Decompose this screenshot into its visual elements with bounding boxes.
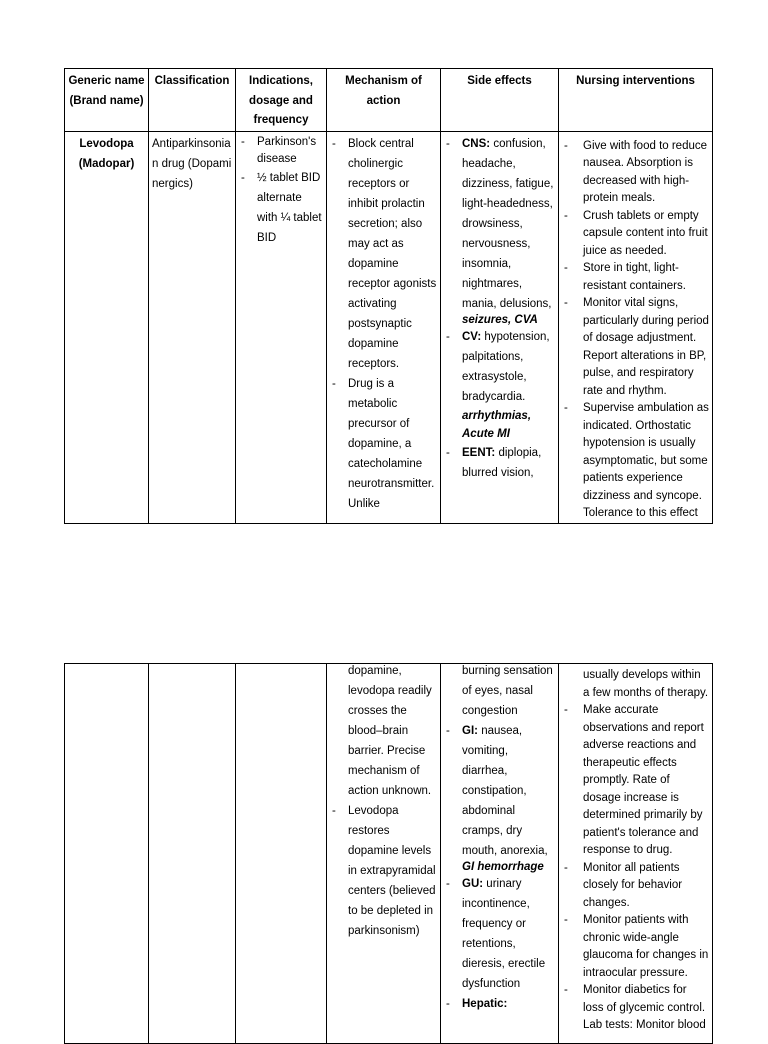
side-effect-text: confusion, headache, dizziness, fatigue, light-headedness, drowsiness, nervousness, insomnia, nightmares, mania, delusions, bbox=[462, 137, 554, 310]
nursing-item: - Crush tablets or empty capsule content into fruit juice as needed. bbox=[562, 208, 709, 261]
drug-row bbox=[65, 131, 713, 523]
indications-cell-empty bbox=[236, 664, 327, 1044]
side-effect-label: CV: bbox=[462, 330, 482, 343]
side-effect-label: EENT: bbox=[462, 446, 496, 459]
side-effect-group bbox=[444, 721, 555, 874]
nursing-item: - Monitor vital signs, particularly during period of dosage adjustment. Report alterations in BP, pulse, and respiratory rate and rhythm. bbox=[562, 295, 709, 400]
side-effect-text: urinary incontinence, frequency or retentions, dieresis, erectile dysfunction bbox=[462, 878, 546, 990]
mechanism-item: - Levodopa restores dopamine levels in extrapyramidal centers (believed to be depleted in parkinsonism) bbox=[330, 801, 437, 941]
header-classification: Classification bbox=[149, 69, 236, 132]
side-effect-group bbox=[444, 994, 555, 1014]
side-effect-group bbox=[444, 874, 555, 994]
brand-name: (Madopar) bbox=[78, 157, 135, 170]
side-effect-label: Hepatic: bbox=[462, 998, 508, 1010]
classification-cell: Antiparkinsonian drug (Dopaminergics) bbox=[149, 131, 236, 523]
nursing-cell bbox=[559, 664, 713, 1044]
mechanism-item: - Block central cholinergic receptors or inhibit prolactin secretion; also may act as dopamine receptor agonists activating postsynaptic dopamine receptors. bbox=[330, 134, 437, 374]
generic-name: Levodopa bbox=[79, 137, 134, 150]
side-effect-text: hypotension, palpitations, extrasystole, bradycardia. bbox=[462, 330, 550, 403]
nursing-item: - Monitor all patients closely for behavior changes. bbox=[562, 860, 709, 913]
side-effect-text: nausea, vomiting, diarrhea, constipation, abdominal cramps, dry mouth, anorexia, bbox=[462, 725, 548, 857]
side-effect-group bbox=[444, 134, 555, 327]
side-effect-emphasis: arrhythmias, Acute MI bbox=[462, 409, 532, 440]
drug-table-page-2 bbox=[64, 663, 713, 1044]
nursing-item: - Store in tight, light-resistant containers. bbox=[562, 260, 709, 295]
side-effect-emphasis: seizures, CVA bbox=[462, 313, 538, 326]
nursing-item: - Monitor diabetics for loss of glycemic control. Lab tests: Monitor blood bbox=[562, 982, 709, 1035]
nursing-cell bbox=[559, 131, 713, 523]
side-effect-emphasis: GI hemorrhage bbox=[462, 861, 544, 873]
generic-name-cell bbox=[65, 131, 149, 523]
header-indications: Indications, dosage and frequency bbox=[236, 69, 327, 132]
header-generic-name: Generic name (Brand name) bbox=[65, 69, 149, 132]
nursing-continued: usually develops within a few months of therapy. bbox=[583, 669, 709, 699]
drug-row-continued bbox=[65, 664, 713, 1044]
mechanism-item: - Drug is a metabolic precursor of dopamine, a catecholamine neurotransmitter. Unlike bbox=[330, 374, 437, 514]
header-mechanism: Mechanism of action bbox=[327, 69, 441, 132]
nursing-item: - Give with food to reduce nausea. Absorption is decreased with high-protein meals. bbox=[562, 138, 709, 208]
side-effect-continued: burning sensation of eyes, nasal congestion bbox=[462, 665, 553, 717]
mechanism-continued: dopamine, levodopa readily crosses the blood–brain barrier. Precise mechanism of action unknown. bbox=[348, 665, 432, 797]
drug-table-page-1 bbox=[64, 68, 713, 524]
mechanism-cell bbox=[327, 664, 441, 1044]
header-row bbox=[65, 69, 713, 132]
nursing-item: - Monitor patients with chronic wide-angle glaucoma for changes in intraocular pressure. bbox=[562, 912, 709, 982]
indications-cell bbox=[236, 131, 327, 523]
side-effect-label: CNS: bbox=[462, 137, 491, 150]
header-nursing: Nursing interventions bbox=[559, 69, 713, 132]
side-effect-label: GI: bbox=[462, 725, 478, 737]
nursing-item: - Supervise ambulation as indicated. Orthostatic hypotension is usually asymptomatic, but some patients experience dizziness and syncope. Tolerance to this effect bbox=[562, 400, 709, 523]
side-effect-label: GU: bbox=[462, 878, 484, 890]
nursing-item: - Make accurate observations and report adverse reactions and therapeutic effects promptly. Rate of dosage increase is determined primarily by patient's tolerance and response to drug. bbox=[562, 702, 709, 860]
indication-item: - Parkinson's disease bbox=[239, 134, 323, 168]
generic-name-cell-empty bbox=[65, 664, 149, 1044]
side-effects-cell bbox=[441, 131, 559, 523]
side-effect-group bbox=[444, 443, 555, 483]
classification-cell-empty bbox=[149, 664, 236, 1044]
indication-item: - ½ tablet BID alternate with ¼ tablet BID bbox=[239, 168, 323, 248]
side-effects-cell bbox=[441, 664, 559, 1044]
side-effect-group bbox=[444, 327, 555, 443]
mechanism-cell bbox=[327, 131, 441, 523]
side-effect-text: diplopia, blurred vision, bbox=[462, 446, 542, 479]
header-side-effects: Side effects bbox=[441, 69, 559, 132]
